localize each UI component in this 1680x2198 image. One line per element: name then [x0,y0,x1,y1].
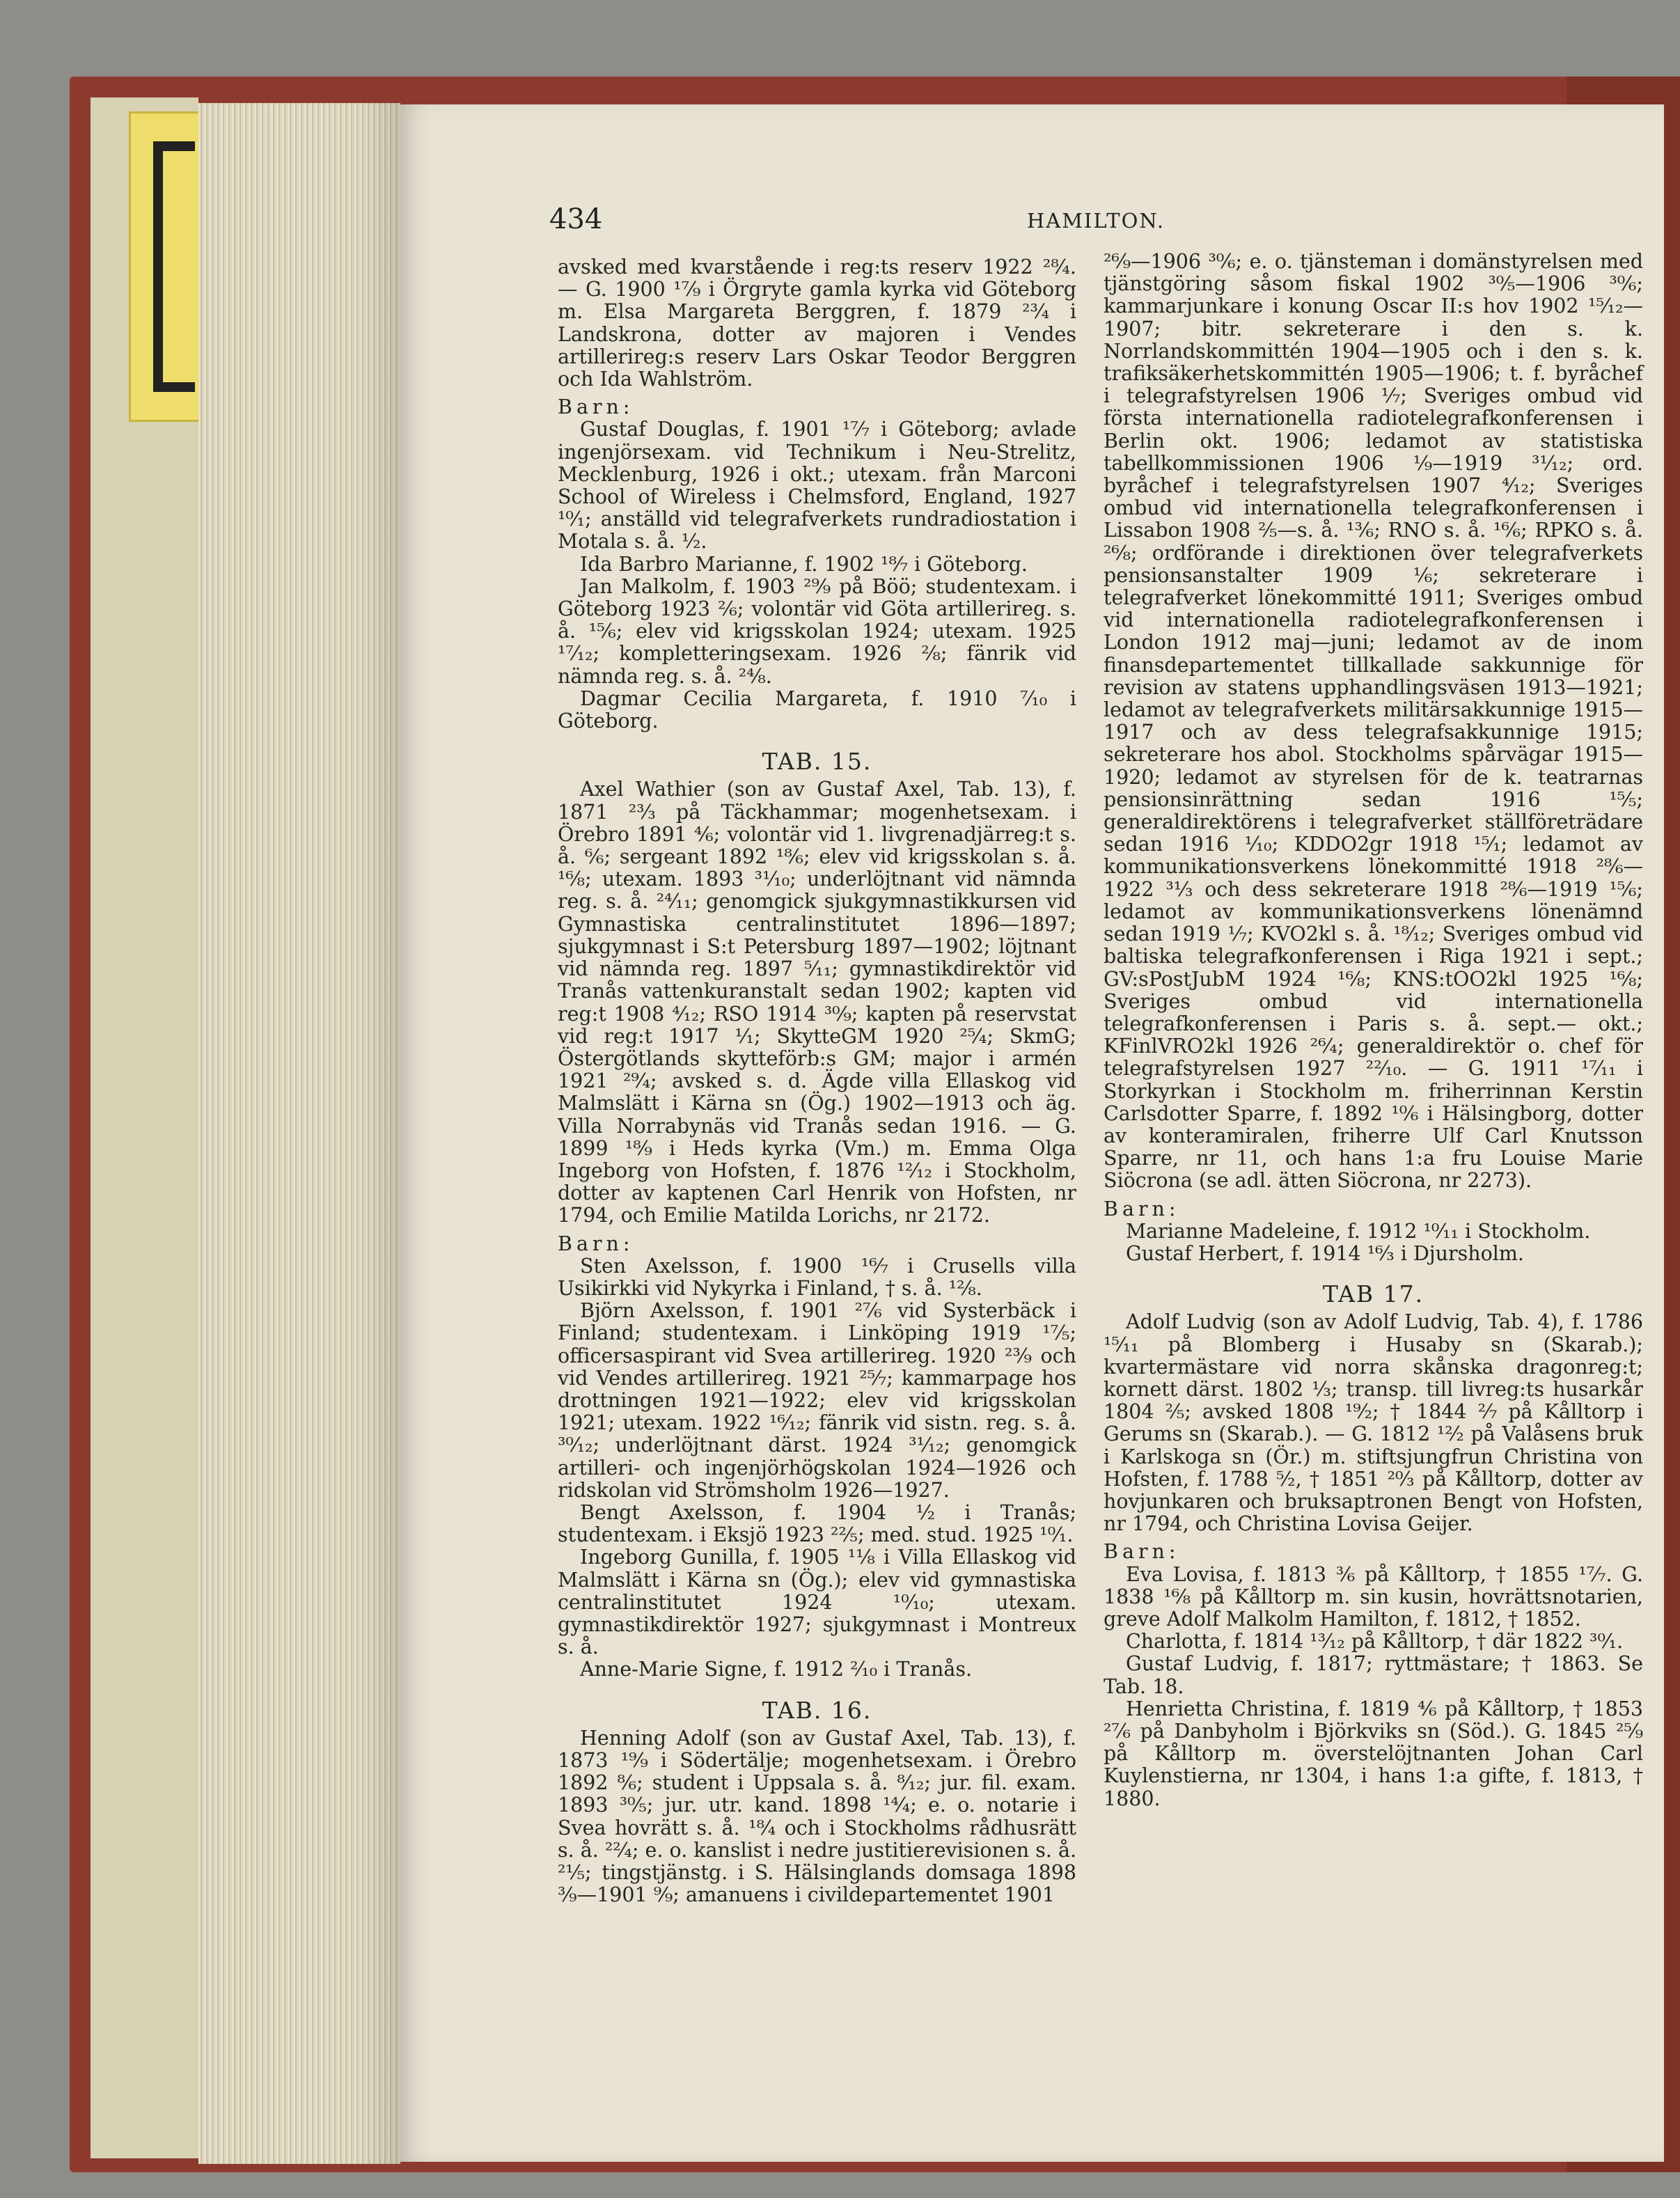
child-entry: Bengt Axelsson, f. 1904 ¹⁄₂ i Tranås; studentexam. i Eksjö 1923 ²²⁄₅; med. stud. 1925 ¹⁰⁄₁. [558,1500,1076,1547]
page-edges [198,103,400,2164]
child-entry: Sten Axelsson, f. 1900 ¹⁶⁄₇ i Crusells villa Usikirkki vid Nykyrka i Finland, † s. å. ¹²⁄₈. [558,1254,1076,1300]
continuation-paragraph: ²⁶⁄₉—1906 ³⁰⁄₆; e. o. tjänsteman i domänstyrelsen med tjänstgöring såsom fiskal 1902 ³⁰⁄₅—1906 ³⁰⁄₆; kammarjunkare i konung Oscar II:s hov 1902 ¹⁵⁄₁₂—1907; bitr. sekreterare i den s. k. Norrlandskommittén 1904—1905 och i den s. k. trafiksäkerhetskommittén 1905—1906; t. f. byråchef i telegrafstyrelsen 1906 ¹⁄₇; Sveriges ombud vid första internationella radiotelegrafkonferensen i Berlin okt. 1906; ledamot av statistiska tabellkommissionen 1906 ¹⁄₉—1919 ³¹⁄₁₂; ord. byråchef i telegrafstyrelsen 1907 ⁴⁄₁₂; Sveriges ombud vid internationella telegrafkonferensen i Lissabon 1908 ²⁄₅—s. å. ¹³⁄₆; RNO s. å. ¹⁶⁄₆; RPKO s. å. ²⁶⁄₈; ordförande i direktionen över telegrafverkets pensionsanstalter 1909 ¹⁄₆; sekreterare i telegrafverket lönekommitté 1911; Sveriges ombud vid internationella radiotelegrafkonferensen i London 1912 maj—juni; ledamot av de inom finansdepartementet tillkallade sakkunnige för revision av statens upphandlingsväsen 1913—1921; ledamot av telegrafverkets militärsakkunnige 1915—1917 och av dess telegrafsakkunnige 1915; sekreterare hos abol. Stockholms spårvägar 1915—1920; ledamot av styrelsen för de k. teatrarnas pensionsinrättning sedan 1916 ¹⁵⁄₅; generaldirektörens i telegrafverket ställföreträdare sedan 1916 ¹⁄₁₀; KDDO2gr 1918 ¹⁵⁄₁; ledamot av kommunikationsverkens lönekommitté 1918 ²⁸⁄₆—1922 ³¹⁄₃ och dess sekreterare 1918 ²⁸⁄₆—1919 ¹⁵⁄₆; ledamot av kommunikationsverkens lönenämnd sedan 1919 ¹⁄₇; KVO2kl s. å. ¹⁸⁄₁₂; Sveriges ombud vid baltiska telegrafkonferensen i Riga 1921 i sept.; GV:sPostJubM 1924 ¹⁶⁄₈; KNS:tOO2kl 1925 ¹⁶⁄₈; Sveriges ombud vid internationella telegrafkonferensen i Paris s. å. sept.— okt.; KFinlVRO2kl 1926 ²⁶⁄₄; generaldirektör o. chef för telegrafstyrelsen 1927 ²²⁄₁₀. — G. 1911 ¹⁷⁄₁₁ i Storkyrkan i Stockholm m. friherrinnan Kerstin Carlsdotter Sparre, f. 1892 ¹⁰⁄₆ i Hälsingborg, dotter av konteramiralen, friherre Ulf Carl Knutsson Sparre, nr 11, och hans 1:a fru Louise Marie Siöcrona (se adl. ätten Siöcrona, nr 2273). [1104,250,1643,1193]
child-entry: Gustaf Ludvig, f. 1817; ryttmästare; † 1863. Se Tab. 18. [1104,1652,1643,1698]
right-column [1104,251,1643,1810]
tab17-entry: Adolf Ludvig (son av Adolf Ludvig, Tab. 4), f. 1786 ¹⁵⁄₁₁ på Blomberg i Husaby sn (Skarab.); kvartermästare vid norra skånska dragonreg:t; kornett därst. 1802 ¹⁄₃; transp. till livreg:ts husarkår 1804 ²⁄₅; avsked 1808 ¹⁹⁄₂; † 1844 ²⁄₇ på Kålltorp i Gerums sn (Skarab.). — G. 1812 ¹²⁄₂ på Valåsens bruk i Karlskoga sn (Ör.) m. stiftsjungfrun Christina von Hofsten, f. 1788 ⁵⁄₂, † 1851 ²⁰⁄₃ på Kålltorp, dotter av hovjunkaren och bruksaptronen Bengt von Hofsten, nr 1794, och Christina Lovisa Geijer. [1104,1310,1643,1536]
barn-label: Barn: [558,1232,634,1255]
intro-paragraph: avsked med kvarstående i reg:ts reserv 1922 ²⁸⁄₄. — G. 1900 ¹⁷⁄₉ i Örgryte gamla kyrka vid Göteborg m. Elsa Margareta Berggren, f. 1879 ²³⁄₄ i Landskrona, dotter av majoren i Vendes artillerireg:s reserv Lars Oskar Teodor Berggren och Ida Wahlström. [558,256,1076,391]
child-entry: Björn Axelsson, f. 1901 ²⁷⁄₆ vid Systerbäck i Finland; studentexam. i Linköping 1919 ¹⁷⁄₅; officersaspirant vid Svea artillerireg. 1920 ²³⁄₉ och vid Vendes artillerireg. 1921 ²⁵⁄₇; kammarpage hos drottningen 1921—1922; elev vid krigsskolan 1921; utexam. 1922 ¹⁶⁄₁₂; fänrik vid sistn. reg. s. å. ³⁰⁄₁₂; underlöjtnant därst. 1924 ³¹⁄₁₂; genomgick artilleri- och ingenjörhögskolan 1924—1926 och ridskolan vid Strömsholm 1926—1927. [558,1299,1076,1502]
barn-label: Barn: [1104,1197,1180,1220]
left-column [558,256,1076,1906]
child-entry: Ida Barbro Marianne, f. 1902 ¹⁸⁄₇ i Göteborg. [580,552,1028,576]
tab16-entry: Henning Adolf (son av Gustaf Axel, Tab. 13), f. 1873 ¹⁹⁄₉ i Södertälje; mogenhetsexam. i Örebro 1892 ⁸⁄₆; student i Uppsala s. å. ⁸⁄₁₂; jur. fil. exam. 1893 ³⁰⁄₅; jur. utr. kand. 1898 ¹⁴⁄₄; e. o. notarie i Svea hovrätt s. å. ¹⁸⁄₄ och i Stockholms rådhusrätt s. å. ²²⁄₄; e. o. kanslist i nedre justitierevisionen s. å. ²¹⁄₅; tingstjänstg. i S. Hälsinglands domsaga 1898 ³⁄₉—1901 ⁹⁄₉; amanuens i civildepartementet 1901 [558,1726,1076,1907]
running-head: HAMILTON. [1027,209,1165,233]
child-entry: Henrietta Christina, f. 1819 ⁴⁄₆ på Kålltorp, † 1853 ²⁷⁄₆ på Danbyholm i Björkviks sn (Söd.). G. 1845 ²⁵⁄₉ på Kålltorp m. överstelöjtnanten Johan Carl Kuylenstierna, nr 1304, i hans 1:a gifte, f. 1813, † 1880. [1104,1697,1643,1810]
child-entry: Anne-Marie Signe, f. 1912 ²⁄₁₀ i Tranås. [580,1658,973,1681]
spine-label [129,111,210,422]
barn-label: Barn: [558,395,634,419]
barn-label: Barn: [1104,1540,1180,1564]
child-entry: Dagmar Cecilia Margareta, f. 1910 ⁷⁄₁₀ i Göteborg. [558,686,1076,733]
tab16-heading: TAB. 16. [762,1696,872,1724]
child-entry: Charlotta, f. 1814 ¹³⁄₁₂ på Kålltorp, † där 1822 ³⁰⁄₁. [1126,1630,1624,1654]
tab17-heading: TAB 17. [1322,1280,1424,1308]
tab15-heading: TAB. 15. [762,748,872,776]
tab15-entry: Axel Wathier (son av Gustaf Axel, Tab. 13), f. 1871 ²³⁄₃ på Täckhammar; mogenhetsexam. i Örebro 1891 ⁴⁄₆; volontär vid 1. livgrenadjärreg:t s. å. ⁶⁄₆; sergeant 1892 ¹⁸⁄₆; elev vid krigsskolan s. å. ¹⁶⁄₈; utexam. 1893 ³¹⁄₁₀; underlöjtnant vid nämnda reg. s. å. ²⁴⁄₁₁; genomgick sjukgymnastikkursen vid Gymnastiska centralinstitutet 1896—1897; sjukgymnast i S:t Petersburg 1897—1902; löjtnant vid nämnda reg. 1897 ⁵⁄₁₁; gymnastikdirektör vid Tranås vattenkuranstalt sedan 1902; kapten vid reg:t 1908 ⁴⁄₁₂; RSO 1914 ³⁰⁄₉; kapten på reservstat vid reg:t 1917 ¹⁄₁; SkytteGM 1920 ²⁵⁄₄; SkmG; Östergötlands skytteförb:s GM; major i armén 1921 ²⁹⁄₄; avsked s. d. Ägde villa Ellaskog vid Malmslätt i Kärna sn (Ög.) 1902—1913 och äg. Villa Norrabynäs vid Tranås sedan 1916. — G. 1899 ¹⁸⁄₉ i Heds kyrka (Vm.) m. Emma Olga Ingeborg von Hofsten, f. 1876 ¹²⁄₁₂ i Stockholm, dotter av kaptenen Carl Henrik von Hofsten, nr 1794, och Emilie Matilda Lorichs, nr 2172. [558,778,1076,1227]
child-entry: Ingeborg Gunilla, f. 1905 ¹¹⁄₈ i Villa Ellaskog vid Malmslätt i Kärna sn (Ög.); elev vid gymnastiska centralinstitutet 1924 ¹⁰⁄₁₀; utexam. gymnastikdirektör 1927; sjukgymnast i Montreux s. å. [558,1546,1076,1659]
child-entry: Eva Lovisa, f. 1813 ³⁄₆ på Kålltorp, † 1855 ¹⁷⁄₇. G. 1838 ¹⁶⁄₈ på Kålltorp m. sin kusin, hovrättsnotarien, greve Adolf Malkolm Hamilton, f. 1812, † 1852. [1104,1562,1643,1631]
page-header [400,203,1664,245]
child-entry: Gustaf Douglas, f. 1901 ¹⁷⁄₇ i Göteborg; avlade ingenjörsexam. vid Technikum i Neu-Strelitz, Mecklenburg, 1926 i okt.; utexam. från Marconi School of Wireless i Chelmsford, England, 1927 ¹⁰⁄₁; anställd vid telegrafverkets rundradiostation i Motala s. å. ¹⁄₂. [558,418,1076,554]
page-number: 434 [549,203,603,235]
child-entry: Gustaf Herbert, f. 1914 ¹⁶⁄₃ i Djursholm. [1126,1241,1524,1265]
child-entry: Jan Malkolm, f. 1903 ²⁹⁄₉ på Böö; studentexam. i Göteborg 1923 ²⁄₆; volontär vid Göta artillerireg. s. å. ¹⁵⁄₆; elev vid krigsskolan 1924; utexam. 1925 ¹⁷⁄₁₂; kompletteringsexam. 1926 ²⁄₈; fänrik vid nämnda reg. s. å. ²⁴⁄₈. [558,574,1076,688]
child-entry: Marianne Madeleine, f. 1912 ¹⁰⁄₁₁ i Stockholm. [1126,1219,1591,1243]
book-page [400,104,1664,2162]
